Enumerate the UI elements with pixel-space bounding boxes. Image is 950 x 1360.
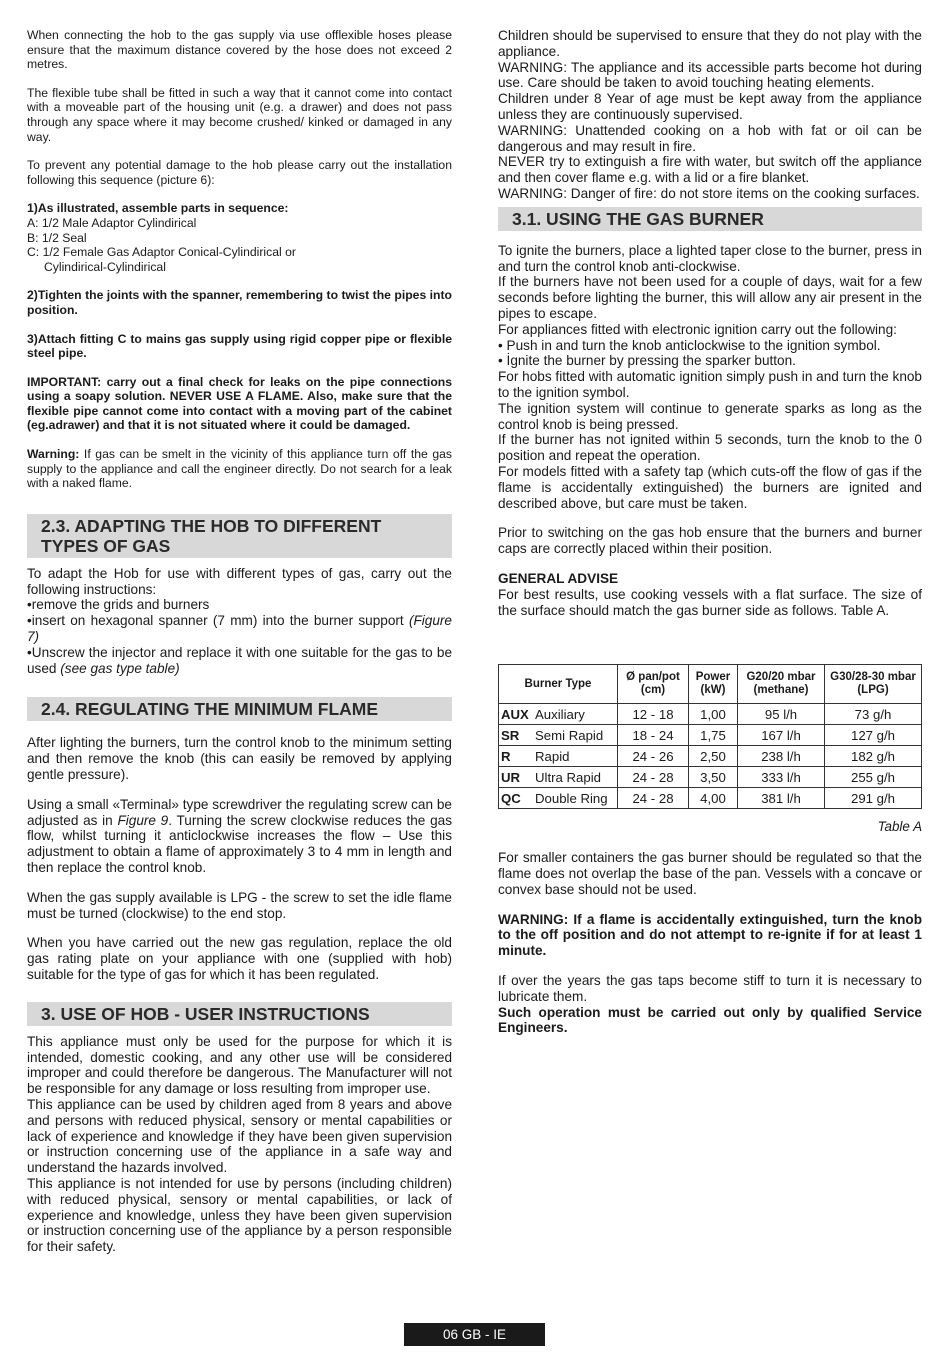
warning-text: If gas can be smelt in the vicinity of this appliance turn off the gas supply to the appliance and call the engineer directly. Do not search for a leak with a naked flame.: [27, 447, 452, 491]
g20-cell: 238 l/h: [738, 746, 825, 767]
page-number-footer: 06 GB - IE: [404, 1323, 545, 1346]
pan-cell: 18 - 24: [618, 725, 689, 746]
fire-water-warning: NEVER try to extinguish a fire with water, but switch off the appliance and then cover flame e.g. with a lid or a fire blanket.: [498, 154, 922, 186]
not-ignited-paragraph: If the burner has not ignited within 5 seconds, turn the knob to the 0 position and repeat the operation.: [498, 432, 922, 464]
right-column: [498, 28, 922, 1036]
g20-cell: 167 l/h: [738, 725, 825, 746]
adapt-bullet-2: •insert on hexagonal spanner (7 mm) into the burner support (Figure 7): [27, 613, 452, 645]
burner-type-cell: AUX Auxiliary: [499, 704, 618, 725]
adapt-bullet-1: •remove the grids and burners: [27, 597, 210, 613]
g30-cell: 73 g/h: [825, 704, 922, 725]
table-row: [499, 767, 922, 788]
g20-cell: 95 l/h: [738, 704, 825, 725]
service-engineers-note: Such operation must be carried out only by qualified Service Engineers.: [498, 1004, 922, 1036]
flexible-tube-paragraph: The flexible tube shall be fitted in such a way that it cannot come into contact with a moveable part of the housing unit (e.g. a drawer) and does not pass through any space where it may become crushed/ kinked or damaged in any way.: [27, 85, 452, 144]
burner-table: [498, 664, 922, 809]
flame-extinguished-warning: WARNING: If a flame is accidentally extinguished, turn the knob to the off position and do not attempt to re-ignite if for at least 1 minute.: [498, 911, 922, 959]
step-3: 3)Attach fitting C to mains gas supply using rigid copper pipe or flexible steel pipe.: [27, 331, 452, 361]
header-burner-type: Burner Type: [499, 665, 618, 704]
automatic-ignition: For hobs fitted with automatic ignition simply push in and turn the knob to the ignition symbol.: [498, 369, 922, 400]
pan-cell: 12 - 18: [618, 704, 689, 725]
table-row: [499, 704, 922, 725]
gas-warning: [27, 447, 452, 491]
min-flame-paragraph-1: After lighting the burners, turn the control knob to the minimum setting and then remove the knob (this can easily be removed by applying gentle pressure).: [27, 735, 452, 783]
ignite-paragraph: To ignite the burners, place a lighted taper close to the burner, press in and turn the control knob anti-clockwise.: [498, 242, 922, 274]
part-c: C: 1/2 Female Gas Adaptor Conical-Cylindirical or: [27, 245, 296, 260]
hose-paragraph: When connecting the hob to the gas supply via use offlexible hoses please ensure that the maximum distance covered by the hose does not exceed 2 metres.: [27, 28, 452, 72]
unused-burners-paragraph: If the burners have not been used for a couple of days, wait for a few seconds before lighting the burner, this will allow any air present in the pipes to escape.: [498, 274, 922, 321]
power-cell: 4,00: [689, 788, 738, 809]
power-cell: 2,50: [689, 746, 738, 767]
warning-label: Warning:: [27, 447, 80, 462]
pan-cell: 24 - 26: [618, 746, 689, 767]
adapt-bullet-3: •Unscrew the injector and replace it with one suitable for the gas to be used (see gas type table): [27, 644, 452, 676]
step-1-title: 1)As illustrated, assemble parts in sequence:: [27, 201, 289, 216]
general-advise-title: GENERAL ADVISE: [498, 570, 619, 586]
min-flame-paragraph-4: When you have carried out the new gas regulation, replace the old gas rating plate on your appliance with one (supplied with hob) suitable for the type of gas for which it has been regulated.: [27, 935, 452, 982]
g20-cell: 381 l/h: [738, 788, 825, 809]
pan-cell: 24 - 28: [618, 788, 689, 809]
use-paragraph-2: This appliance can be used by children aged from 8 years and above and persons with reduced physical, sensory or mental capabilities or lack of experience and knowledge if they have been given supervision or instruction concerning use of the appliance in a safe way and understand the hazards involved.: [27, 1096, 452, 1176]
header-power: Power (kW): [689, 665, 738, 704]
use-paragraph-3: This appliance is not intended for use by persons (including children) with reduced physical, sensory or mental capabilities, or lack of experience and knowledge, unless they have been given supervision or instruction concerning use of the appliance by a person responsible for their safety.: [27, 1175, 452, 1255]
table-row: [499, 725, 922, 746]
sparks-paragraph: The ignition system will continue to generate sparks as long as the control knob is being pressed.: [498, 400, 922, 432]
heading-2-3: 2.3. ADAPTING THE HOB TO DIFFERENT TYPES OF GAS: [27, 514, 452, 558]
general-advise-text: For best results, use cooking vessels with a flat surface. The size of the surface should match the gas burner side as follows. Table A.: [498, 586, 922, 618]
burner-type-cell: SR Semi Rapid: [499, 725, 618, 746]
burner-caps-paragraph: Prior to switching on the gas hob ensure that the burners and burner caps are correctly placed within their position.: [498, 525, 922, 557]
children-under-8: Children under 8 Year of age must be kept away from the appliance unless they are continuously supervised.: [498, 91, 922, 122]
smaller-containers-paragraph: For smaller containers the gas burner should be regulated so that the flame does not overlap the base of the pan. Vessels with a concave or convex base should not be used.: [498, 850, 922, 897]
power-cell: 1,00: [689, 704, 738, 725]
left-column: [27, 28, 452, 1255]
part-b: B: 1/2 Seal: [27, 230, 87, 245]
ignition-step-1: • Push in and turn the knob anticlockwise to the ignition symbol.: [498, 337, 881, 353]
min-flame-paragraph-2: Using a small «Terminal» type screwdriver the regulating screw can be adjusted as in Figure 9. Turning the screw clockwise reduces the gas flow, whilst turning it anticlockwise increases the flow – Use this adjustment to obtain a flame of approximately 3 to 4 mm in length and then replace the control knob.: [27, 796, 452, 875]
pan-cell: 24 - 28: [618, 767, 689, 788]
adapt-intro: To adapt the Hob for use with different types of gas, carry out the following instructions:: [27, 565, 452, 597]
min-flame-paragraph-3: When the gas supply available is LPG - the screw to set the idle flame must be turned (clockwise) to the end stop.: [27, 889, 452, 921]
heading-2-4: 2.4. REGULATING THE MINIMUM FLAME: [27, 697, 452, 721]
table-row: [499, 746, 922, 767]
fire-danger-warning: WARNING: Danger of fire: do not store items on the cooking surfaces.: [498, 185, 920, 201]
heading-3: 3. USE OF HOB - USER INSTRUCTIONS: [27, 1002, 452, 1026]
important-note: IMPORTANT: carry out a final check for leaks on the pipe connections using a soapy solution. NEVER USE A FLAME. Also, make sure that the flexible pipe cannot come into contact with a moving part of the cabinet (eg.adrawer) and that it is not situated where it could be damaged.: [27, 374, 452, 433]
table-header-row: [499, 665, 922, 704]
burner-type-cell: QC Double Ring: [499, 788, 618, 809]
header-g30: G30/28-30 mbar (LPG): [825, 665, 922, 704]
electronic-ignition-intro: For appliances fitted with electronic ignition carry out the following:: [498, 321, 897, 337]
safety-tap-paragraph: For models fitted with a safety tap (which cuts-off the flow of gas if the flame is accidentally extinguished) the burners are ignited and described above, but care must be taken.: [498, 463, 922, 511]
ignition-step-2: • İgnite the burner by pressing the sparker button.: [498, 353, 796, 369]
g30-cell: 127 g/h: [825, 725, 922, 746]
g30-cell: 255 g/h: [825, 767, 922, 788]
unattended-warning: WARNING: Unattended cooking on a hob with fat or oil can be dangerous and may result in fire.: [498, 122, 922, 154]
use-paragraph-1: This appliance must only be used for the purpose for which it is intended, domestic cooking, and any other use will be considered improper and could therefore be dangerous. The Manufacturer will not be responsible for any damage or loss resulting from improper use.: [27, 1033, 452, 1097]
power-cell: 1,75: [689, 725, 738, 746]
burner-type-cell: UR Ultra Rapid: [499, 767, 618, 788]
header-g20: G20/20 mbar (methane): [738, 665, 825, 704]
installation-paragraph: To prevent any potential damage to the hob please carry out the installation following this sequence (picture 6):: [27, 158, 452, 187]
step-2: 2)Tighten the joints with the spanner, remembering to twist the pipes into position.: [27, 288, 452, 317]
part-c-continued: Cylindirical-Cylindirical: [44, 259, 166, 274]
heading-3-1: 3.1. USING THE GAS BURNER: [498, 207, 922, 231]
g30-cell: 182 g/h: [825, 746, 922, 767]
part-a: A: 1/2 Male Adaptor Cylindirical: [27, 215, 197, 230]
g20-cell: 333 l/h: [738, 767, 825, 788]
header-pan-size: Ø pan/pot (cm): [618, 665, 689, 704]
table-row: [499, 788, 922, 809]
g30-cell: 291 g/h: [825, 788, 922, 809]
burner-type-cell: R Rapid: [499, 746, 618, 767]
children-supervised: Children should be supervised to ensure that they do not play with the appliance.: [498, 28, 922, 59]
power-cell: 3,50: [689, 767, 738, 788]
table-caption: Table A: [877, 819, 922, 835]
gas-taps-paragraph: If over the years the gas taps become stiff to turn it is necessary to lubricate them.: [498, 973, 922, 1004]
hot-warning: WARNING: The appliance and its accessible parts become hot during use. Care should be taken to avoid touching heating elements.: [498, 59, 922, 91]
